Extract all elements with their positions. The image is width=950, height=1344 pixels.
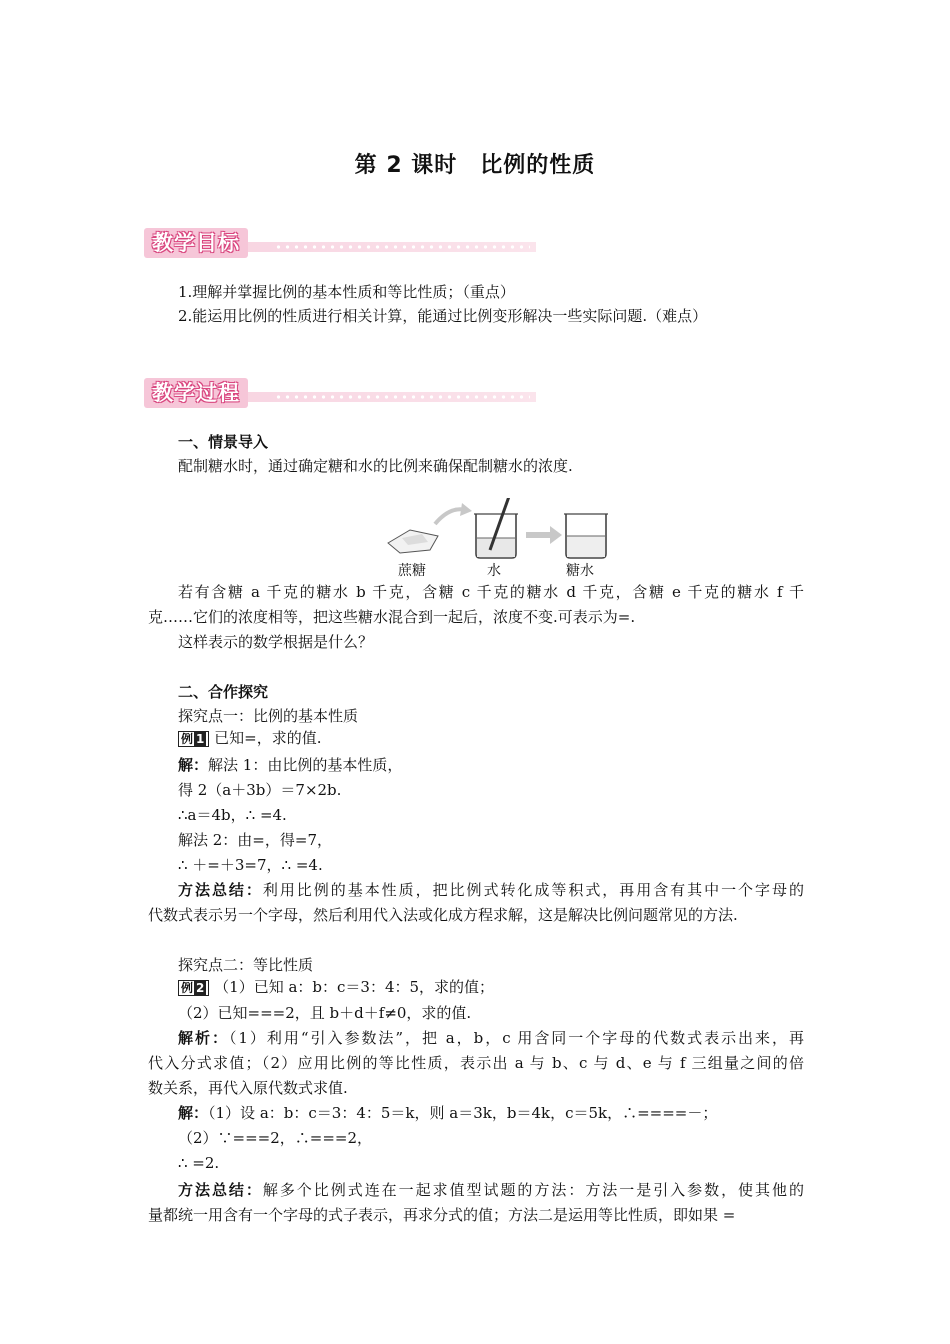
water-beaker-icon xyxy=(474,498,518,558)
intro-question: 这样表示的数学根据是什么？ xyxy=(178,633,374,651)
page-title: 第 2 课时 比例的性质 xyxy=(354,153,596,178)
summary-2-line-1: 方法总结：解多个比例式连在一起求值型试题的方法：方法一是引入参数，使其他的 xyxy=(178,1181,804,1199)
solution-2-line-2: （2）∵===2，∴===2， xyxy=(178,1129,373,1147)
example-1 xyxy=(178,728,322,748)
solution-label: 解： xyxy=(178,756,209,774)
straight-arrow-icon xyxy=(526,526,562,544)
example-2-text-2: （2）已知===2，且 b＋d＋f≠0，求的值. xyxy=(178,1004,472,1022)
analysis-line-1: 解析：（1）利用“引入参数法”，把 a，b，c 用含同一个字母的代数式表示出来，再 xyxy=(178,1029,804,1047)
analysis-line-2: 代入分式求值；（2）应用比例的等比性质，表示出 a 与 b、c 与 d、e 与 f 三组量之间的倍 xyxy=(148,1054,804,1072)
analysis-line-3: 数关系，再代入原代数式求值. xyxy=(148,1079,348,1097)
example-badge: 例 2 xyxy=(178,980,209,996)
curved-arrow-icon xyxy=(435,503,472,524)
intro-text: 配制糖水时，通过确定糖和水的比例来确保配制糖水的浓度. xyxy=(178,457,573,475)
explore-point-2: 探究点二：等比性质 xyxy=(178,956,314,974)
example-2 xyxy=(178,977,494,997)
explore-heading: 二、合作探究 xyxy=(178,683,269,701)
intro-paragraph-line-1: 若有含糖 a 千克的糖水 b 千克，含糖 c 千克的糖水 d 千克，含糖 e 千克的糖水 f 千 xyxy=(178,583,804,601)
summary-label: 方法总结： xyxy=(178,881,263,899)
solution-2-line-1: 解：（1）设 a：b：c＝3：4：5＝k，则 a＝3k，b＝4k，c＝5k，∴====－； xyxy=(178,1104,718,1122)
summary-1-line-1: 方法总结：利用比例的基本性质，把比例式转化成等积式，再用含有其中一个字母的 xyxy=(178,881,804,899)
figure-label-sugar: 蔗糖 xyxy=(398,563,426,579)
example-1-text: 已知=，求的值. xyxy=(214,729,322,747)
figure-label-sugar-water: 糖水 xyxy=(566,563,594,579)
analysis-label: 解析： xyxy=(178,1029,229,1047)
figure-label-water: 水 xyxy=(487,563,501,579)
sugar-water-beaker-icon xyxy=(564,514,608,558)
explore-point-1: 探究点一：比例的基本性质 xyxy=(178,707,359,725)
solution-1-line-5: ∴ ＋=＋3=7，∴ =4. xyxy=(178,856,323,874)
objectives-banner xyxy=(144,228,536,262)
example-badge: 例 1 xyxy=(178,731,209,747)
banner-dots xyxy=(274,244,530,250)
solution-label: 解： xyxy=(178,1104,209,1122)
intro-heading: 一、情景导入 xyxy=(178,433,269,451)
intro-paragraph-line-2: 克……它们的浓度相等，把这些糖水混合到一起后，浓度不变.可表示为=. xyxy=(148,608,636,626)
solution-1-line-1: 解：解法 1：由比例的基本性质， xyxy=(178,756,403,774)
summary-2-line-2: 量都统一用含有一个字母的式子表示，再求分式的值；方法二是运用等比性质，即如果 = xyxy=(148,1206,736,1224)
solution-1-line-4: 解法 2：由=，得=7， xyxy=(178,831,332,849)
objective-1: 1.理解并掌握比例的基本性质和等比性质；（重点） xyxy=(178,283,515,301)
example-2-text: （1）已知 a：b：c＝3：4：5，求的值； xyxy=(214,978,495,996)
summary-label: 方法总结： xyxy=(178,1181,263,1199)
objective-2: 2.能运用比例的性质进行相关计算，能通过比例变形解决一些实际问题.（难点） xyxy=(178,307,708,325)
process-label: 教学过程 xyxy=(144,378,248,408)
sugar-pile-icon xyxy=(388,530,438,553)
solution-2-line-3: ∴ =2. xyxy=(178,1154,220,1172)
process-banner xyxy=(144,378,536,412)
banner-dots xyxy=(274,394,530,400)
summary-1-line-2: 代数式表示另一个字母，然后利用代入法或化成方程求解，这是解决比例问题常见的方法. xyxy=(148,906,738,924)
objectives-label: 教学目标 xyxy=(144,228,248,258)
solution-1-line-2: 得 2（a＋3b）＝7×2b. xyxy=(178,781,342,799)
solution-1-line-3: ∴a＝4b，∴ =4. xyxy=(178,806,287,824)
